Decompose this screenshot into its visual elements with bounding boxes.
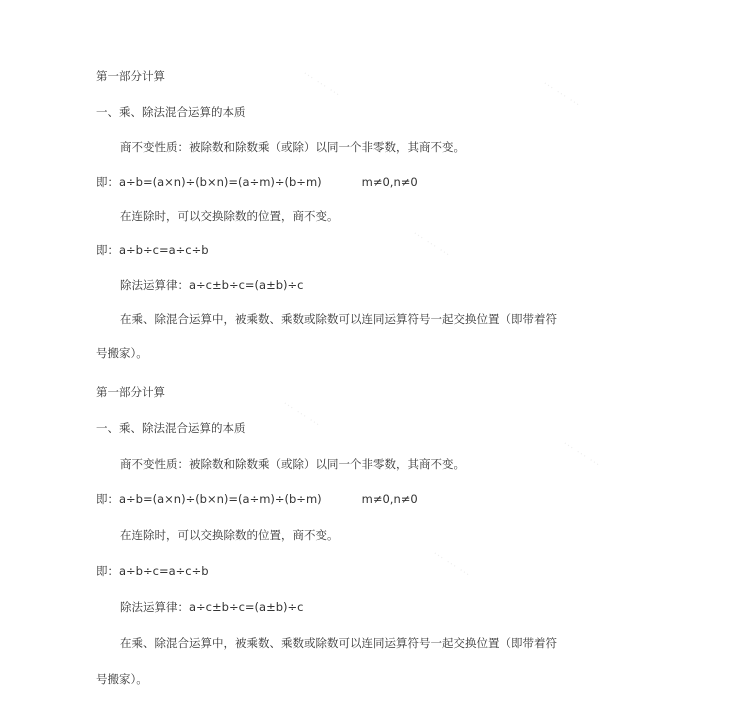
formula-line-2: 即：a÷b÷c=a÷c÷b xyxy=(96,243,209,257)
formula-text: 即：a÷b=(a×n)÷(b×n)=(a÷m)÷(b÷m) xyxy=(96,492,322,506)
formula-text: 即：a÷b=(a×n)÷(b×n)=(a÷m)÷(b÷m) xyxy=(96,175,322,189)
rule-line: 在连除时，可以交换除数的位置，商不变。 xyxy=(120,528,339,542)
formula-condition: m≠0,n≠0 xyxy=(361,175,418,189)
mixed-operation-line: 在乘、除混合运算中，被乘数、乘数或除数可以连同运算符号一起交换位置（即带着符 xyxy=(120,312,557,326)
law-line: 除法运算律：a÷c±b÷c=(a±b)÷c xyxy=(120,278,304,292)
property-line: 商不变性质：被除数和除数乘（或除）以同一个非零数，其商不变。 xyxy=(120,140,465,154)
formula-line xyxy=(96,492,418,506)
watermark: ··· ··· ··· xyxy=(300,69,342,101)
law-line: 除法运算律：a÷c±b÷c=(a±b)÷c xyxy=(120,600,304,614)
watermark: ··· ··· ··· xyxy=(560,439,602,471)
watermark: ··· ··· ··· xyxy=(540,79,582,111)
mixed-operation-line-cont: 号搬家）。 xyxy=(96,672,148,686)
formula-condition: m≠0,n≠0 xyxy=(361,492,418,506)
watermark: ··· ··· ··· xyxy=(410,229,452,261)
mixed-operation-line-cont: 号搬家）。 xyxy=(96,346,148,360)
watermark: ··· ··· ··· xyxy=(280,399,322,431)
watermark: ··· ··· ··· xyxy=(430,549,472,581)
subtitle: 一、乘、除法混合运算的本质 xyxy=(96,105,246,119)
section-title: 第一部分计算 xyxy=(96,69,165,83)
rule-line: 在连除时，可以交换除数的位置，商不变。 xyxy=(120,209,339,223)
formula-line xyxy=(96,175,418,189)
section-title: 第一部分计算 xyxy=(96,385,165,399)
property-line: 商不变性质：被除数和除数乘（或除）以同一个非零数，其商不变。 xyxy=(120,457,465,471)
subtitle: 一、乘、除法混合运算的本质 xyxy=(96,421,246,435)
mixed-operation-line: 在乘、除混合运算中，被乘数、乘数或除数可以连同运算符号一起交换位置（即带着符 xyxy=(120,636,557,650)
formula-line-2: 即：a÷b÷c=a÷c÷b xyxy=(96,564,209,578)
